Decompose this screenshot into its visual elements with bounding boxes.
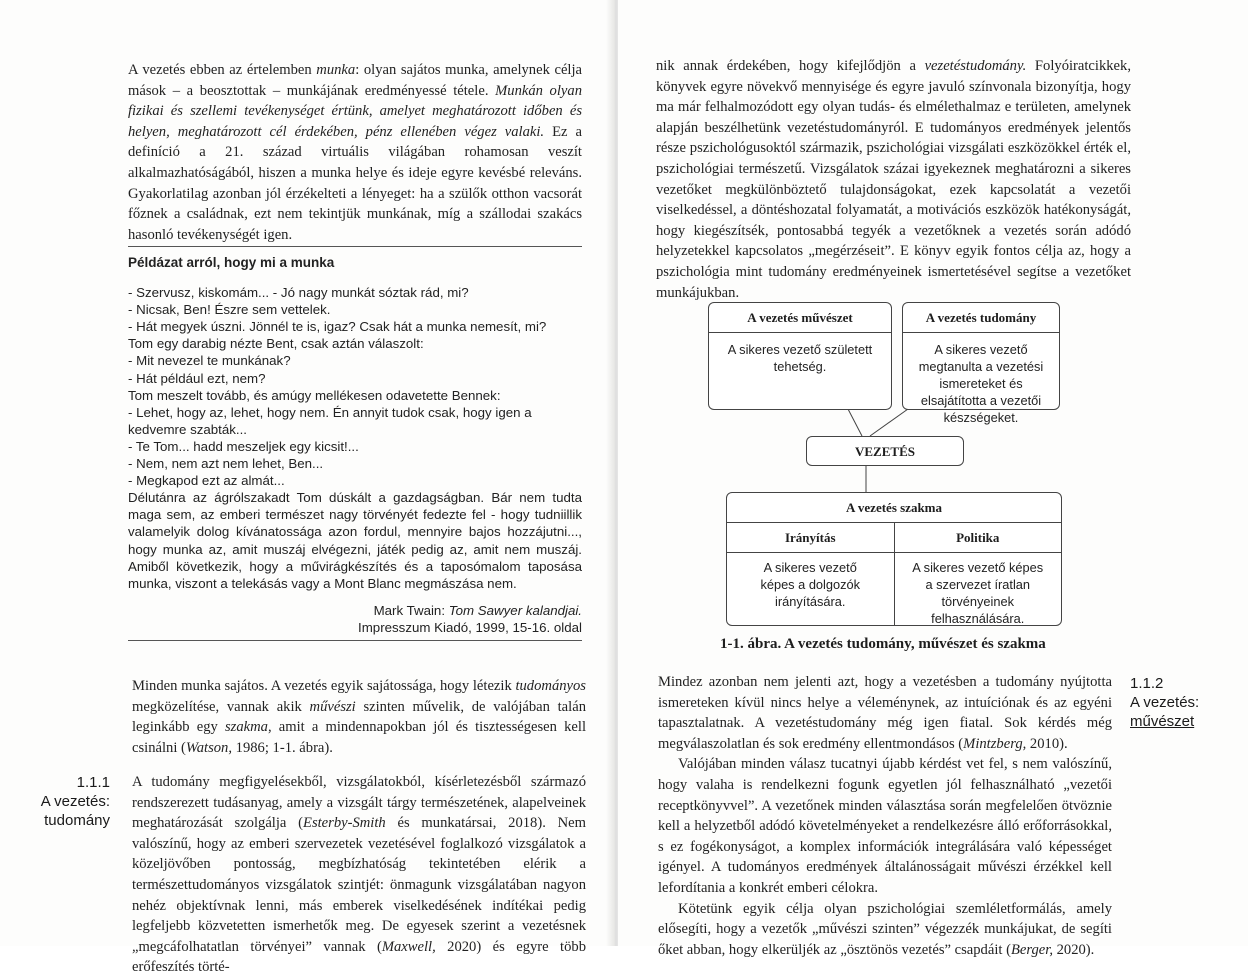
para-c-end: 2020). — [1052, 941, 1095, 958]
text-run: és munkatársai, 2018). Nem valószínű, hogy az emberi szervezetek vezetésével foglalkozó vizsgálatok a közeljövőben pontosság, megbízhatóság tekintetében elérik a természettudományos vizsgálatok szintjét: önmagunk vizsgálatában nagyon nehéz objektívnak lenni, más emberek viselkedésének indítékai pedig legfeljebb közvetetten ismerhetők meg. De egyesek szerint a vezetésnek „megcáfolhatatlan törvényei” vannak ( — [132, 815, 586, 955]
dialogue-line: - Lehet, hogy az, lehet, hogy nem. Én annyit tudok csak, hogy igen a kedvemre szabták... — [128, 404, 532, 437]
dialogue-line: - Mit nevezel te munkának? — [128, 353, 291, 369]
dialogue-line: - Hát megyek úszni. Jönnél te is, igaz? Csak hát a munka nemesít, mi? — [128, 319, 547, 335]
dialogue-lines — [128, 284, 582, 489]
text-run: tudományos — [515, 678, 586, 694]
para-a-cite: Mintzberg, — [963, 735, 1027, 752]
sidenote-number: 1.1.1 — [76, 774, 110, 791]
dialogue-line: Tom egy darabig nézte Bent, csak aztán válaszolt: — [128, 336, 424, 352]
text-run: Ez a definíció a 21. század virtuális világában rohamosan veszít alkalmazhatóságából, hiszen a munka helye és ideje egyre kevésbé releváns. Gyakorlatilag azonban jól érzékelteti a lényeget: ha a szülők otthon vacsorát főznek a családnak, ezt nem tekintjük munkának, míg a szállodai szakács hasonló tevékenységét igen. — [128, 123, 582, 243]
figure-caption: 1-1. ábra. A vezetés tudomány, művészet és szakma — [720, 636, 1046, 652]
art-title: A vezetés művészet — [709, 303, 891, 333]
craft-col-2 — [895, 523, 1062, 625]
para-a-end: 2010). — [1026, 735, 1068, 752]
text-run: : olyan sajátos munka, amelynek célja mások – a beosztottak – munkájának eredményessé tétele. — [128, 62, 583, 99]
paragraph-3 — [132, 772, 586, 978]
text-run: vezetéstudomány. — [924, 58, 1027, 74]
text-run: A vezetés ebben az értelemben — [128, 62, 317, 78]
dialogue-line: - Megkapod ezt az almát... — [128, 473, 285, 489]
paragraph-a — [658, 672, 1112, 960]
text-run: szakma — [224, 719, 268, 736]
science-title: A vezetés tudomány — [903, 303, 1059, 333]
text-run: Watson, — [185, 739, 232, 756]
text-run: szinten művelik, de valójában talán leginkább egy — [132, 698, 586, 736]
source-publisher: Impresszum Kiadó, 1999, 15-16. oldal — [358, 619, 582, 635]
center-label: VEZETÉS — [855, 444, 915, 459]
para-a-text: Mindez azonban nem jelenti azt, hogy a vezetésben a tudomány nyújtotta ismereteken kívül nincs helye a véleménynek, az intuíciónak és az egyéni tapasztalatnak. A vezetéstudomány még igen fiatal. Sok kérdés még megválaszolatlan és sok eredmény ellentmondásos ( — [658, 674, 1112, 752]
text-run: 1986; 1-1. ábra). — [232, 739, 333, 756]
sidenote-line2: művészet — [1130, 713, 1195, 730]
box-closing: Délutánra az ágrólszakadt Tom dúskált a gazdagságban. Bár nem tudta maga sem, az emberi természet nagy törvényét fedezte fel - hogy tudniillik valamelyik dolog kívánatossága azon fordul, mennyire bajos hozzájutni..., hogy munka az, amit muszáj elvégezni, játék pedig az, amit nem muszáj. Amiből következik, hogy a művirágkészítés és a taposómalom taposása munka, viszont a telekásás vagy a Mont Blanc megmászása nem. — [128, 490, 582, 591]
connector-art — [848, 409, 862, 436]
text-run: A tudomány megfigyelésekből, vizsgálatokból, kísérletezésből származó rendszerezett tudásanyag, amely a vizsgált tárgy természetének, alapelveinek meghatározását szolgálja ( — [132, 774, 586, 832]
box-art — [708, 302, 892, 410]
craft-col-1 — [727, 523, 895, 625]
source-title: Tom Sawyer kalandjai. — [448, 602, 582, 618]
text-run: , amit a mindennapokban jól és tisztességesen kell csinálni ( — [132, 719, 587, 756]
box-title: Példázat arról, hogy mi a munka — [128, 255, 335, 270]
col2-title: Politika — [895, 523, 1062, 553]
text-run: 2020) és egyre több erőfeszítés törté- — [132, 938, 586, 976]
box-craft — [726, 492, 1062, 626]
sidenote-line1: A vezetés: — [40, 793, 110, 810]
dialogue-line: - Szervusz, kiskomám... - Jó nagy munkát sóztak rád, mi? — [128, 285, 469, 301]
box-science — [902, 302, 1060, 425]
text-run: munka — [316, 62, 356, 78]
box-bottom-rule — [128, 640, 582, 641]
sidenote-art — [1130, 674, 1230, 731]
dialogue-line: - Nicsak, Ben! Észre sem vettelek. — [128, 302, 331, 318]
para-c-text: Kötetünk egyik célja olyan pszichológiai szemléletformálás, amely elősegíti, hogy a vezetők „művészi szinten” végezzék munkájukat, de segíti őket abban, hogy elkerüljék az „ösztönös vezetés” csapdáit ( — [658, 900, 1112, 958]
paragraph-b: Valójában minden válasz tucatnyi újabb kérdést vet fel, s nem valószínű, hogy valaha is rendelkezni fogunk egyetlen jól felhasználható „vezetői receptkönyvvel”. A vezetőnek minden választása során megfelelően ötvöznie kell a helyzetből adódó követelményeket a rendelkezésre álló erőforrásokkal, s ez fogékonyságot, a komplex információk integrálására való képességet igényel. A tudományos eredmények általánosságait művészi érzékkel kell lefordítania a konkrét emberi célokra. — [658, 756, 1112, 896]
text-run: Minden munka sajátos. A vezetés egyik sajátossága, hogy létezik — [132, 678, 516, 694]
craft-title: A vezetés szakma — [727, 493, 1061, 523]
sidenote-line2: tudomány — [44, 812, 110, 829]
para-c-cite: Berger, — [1010, 941, 1053, 958]
text-run: nik annak érdekében, hogy kifejlődjön a — [656, 58, 925, 74]
dialogue-line: - Hát például ezt, nem? — [128, 370, 266, 386]
col1-text: A sikeres vezető képes a dolgozók irányítására. — [760, 560, 861, 609]
text-run: művészi — [309, 698, 356, 715]
text-run: Maxwell, — [381, 938, 436, 955]
intro-paragraph — [128, 60, 582, 245]
paragraph-2 — [132, 676, 586, 758]
text-run: Munkán olyan fizikai és szellemi tevékenységet értünk, amelyet meghatározott időben és helyen, meghatározott cél érdekében, pénz ellenében végez valaki. — [128, 82, 582, 140]
source-author: Mark Twain: — [373, 602, 449, 618]
sidenote-number: 1.1.2 — [1130, 675, 1164, 692]
text-run: Esterby-Smith — [303, 815, 386, 832]
sidenote-science — [0, 773, 110, 830]
sidenote-line1: A vezetés: — [1130, 694, 1200, 711]
dialogue-line: Tom meszelt tovább, és amúgy mellékesen odavetette Bennek: — [128, 387, 501, 403]
dialogue-line: - Nem, nem azt nem lehet, Ben... — [128, 456, 324, 472]
text-run: Folyóiratcikkek, könyvek egyre növekvő mennyisége és egyre javuló színvonala bizonyítja, hogy ma már felhalmozódott egy olyan tudás- és elmélethalmaz e területen, amelynek alapján beszélhetünk vezetéstudományról. E tudományos eredmények jelentős része pszichológusoktól származik, pszichológiai vizsgálati eszközökkel érték el, pszichológiai természetű. Vizsgálatok százai igyekeznek meghatározni a sikeres vezetőket megkülönböztető tulajdonságokat, ezek kapcsolatát a vezetői viselkedéssel, a döntéshozatal folyamatát, a motivációs eszközök hatékonyságát, hogy kiegészítsék, pontosabbá tegyék a vezetőknek a vezetés során adódó helyzetekkel kapcsolatos „megérzéseit”. E könyv egyik fontos célja az, hogy a pszichológia mint tudomány eredményeinek ismertetésével segítse a vezetőket munkájukban. — [656, 58, 1131, 301]
dialogue-line: - Te Tom... hadd meszeljek egy kicsit!... — [128, 438, 359, 454]
right-page — [618, 0, 1248, 958]
left-page — [0, 0, 612, 976]
box-top-rule — [128, 246, 582, 247]
example-box — [128, 254, 582, 636]
science-text: A sikeres vezető megtanulta a vezetési ismereteket és elsajátította a vezetői készségeket. — [918, 342, 1044, 425]
box-source — [128, 602, 582, 636]
col2-text: A sikeres vezető képes a szervezet íratlan törvényeinek felhasználására. — [912, 560, 1044, 626]
craft-columns — [727, 523, 1061, 625]
box-center — [806, 436, 964, 466]
art-text: A sikeres vezető született tehetség. — [727, 342, 873, 374]
col1-title: Irányítás — [727, 523, 894, 553]
text-run: megközelítése, vannak akik — [132, 698, 310, 715]
